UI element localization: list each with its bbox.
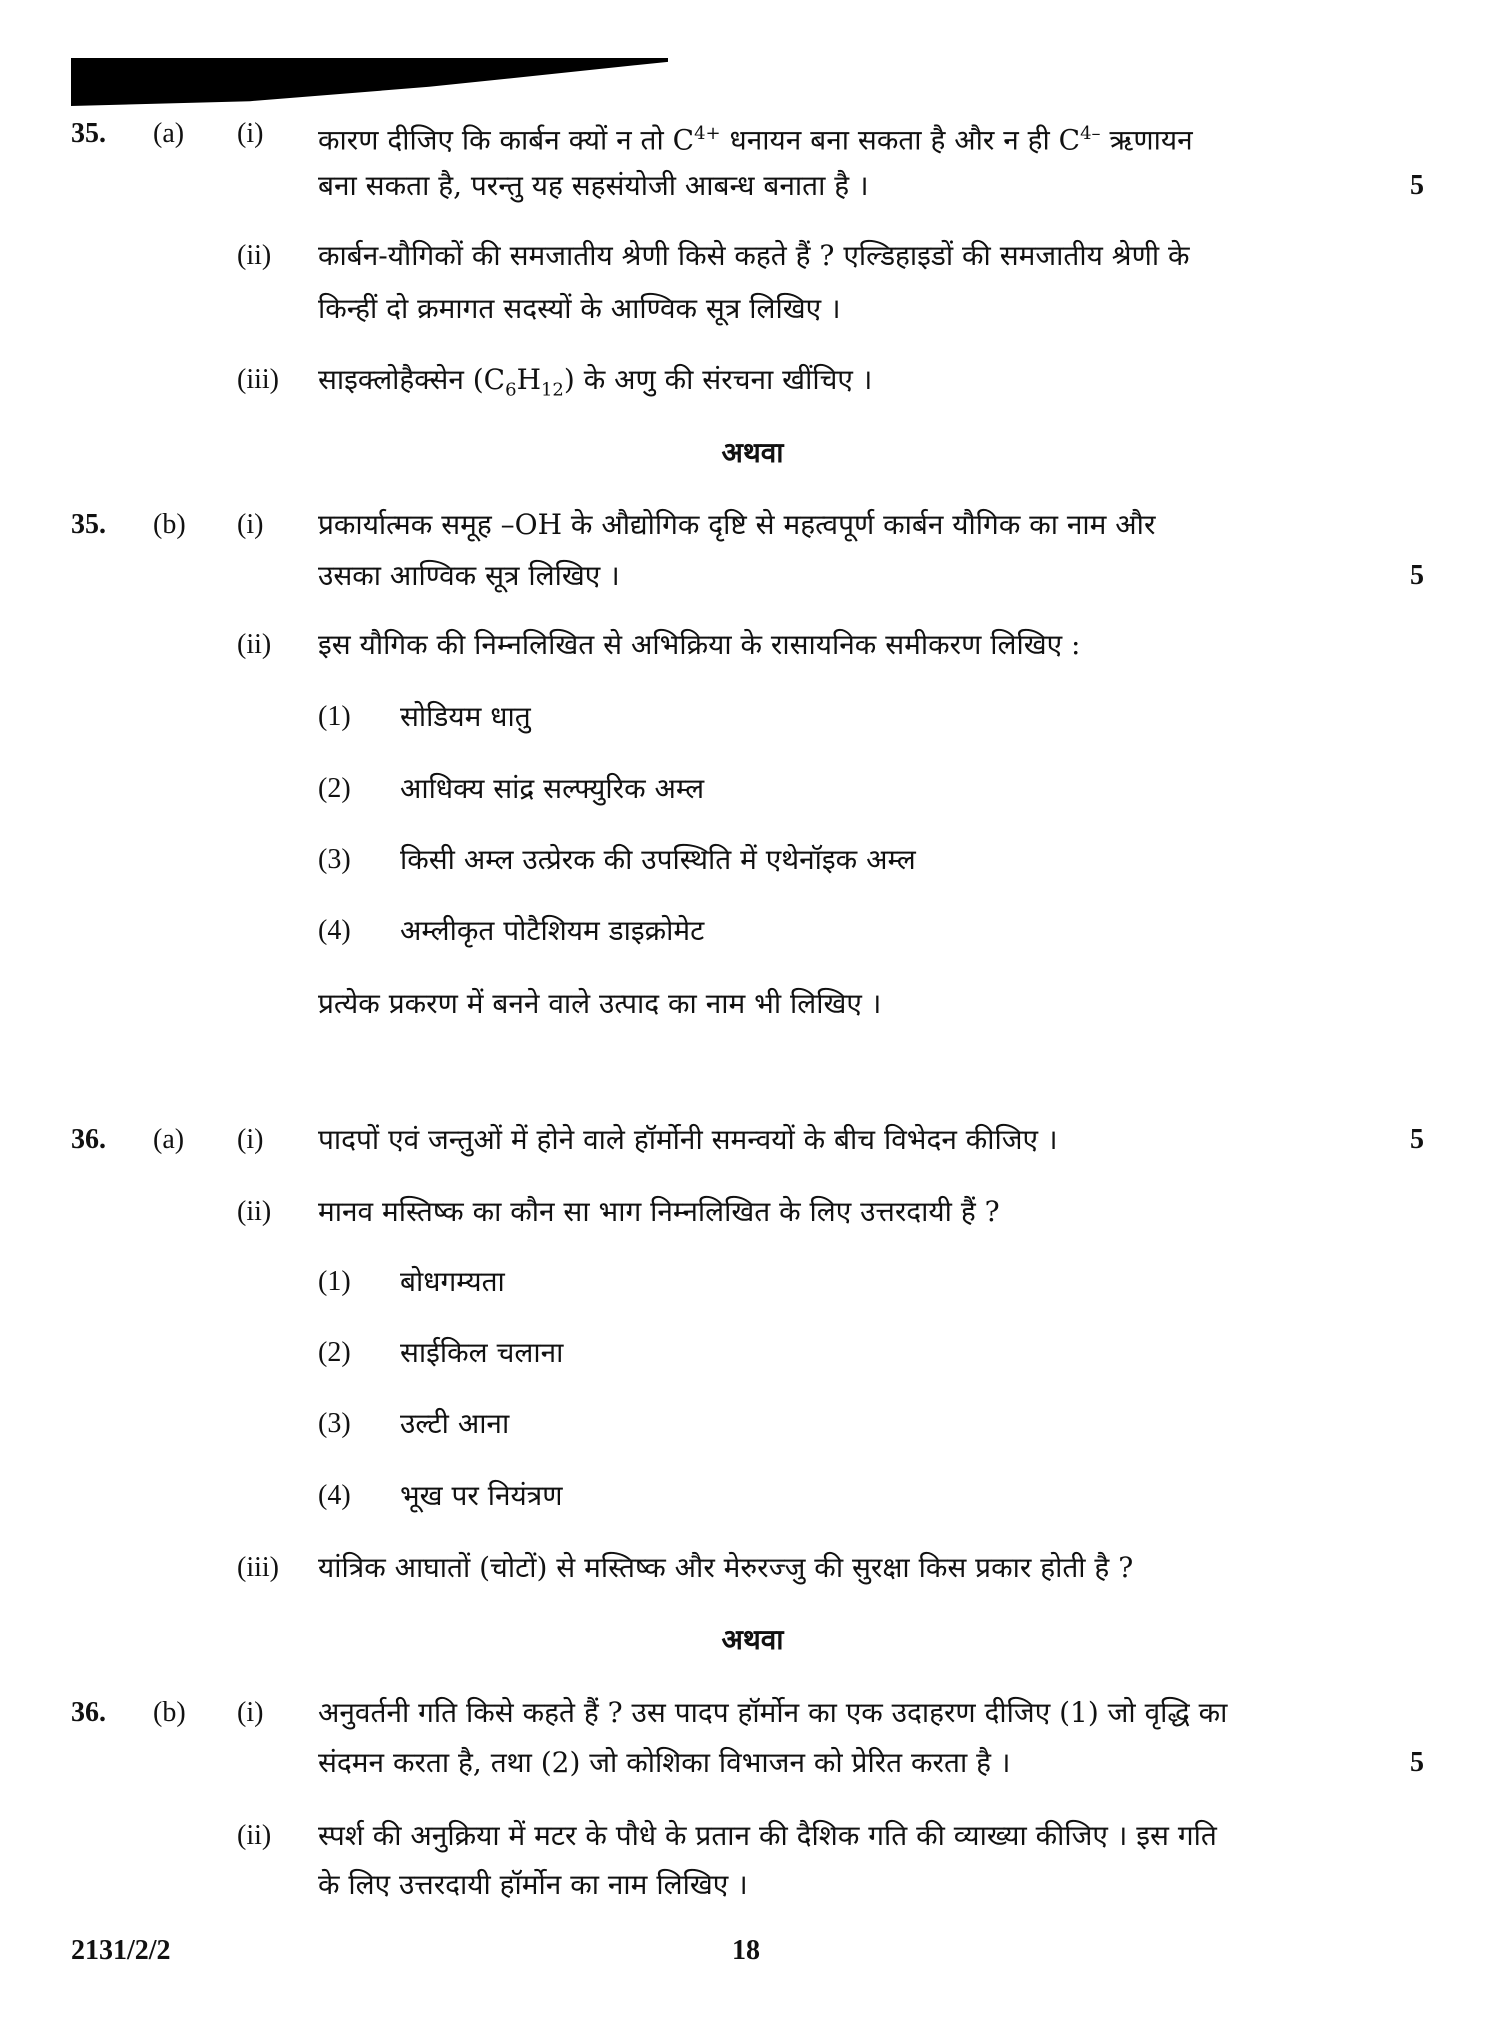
part-label: (b) [153, 509, 186, 540]
question-text: प्रकार्यात्मक समूह –OH के औद्योगिक दृष्टि से महत्वपूर्ण कार्बन यौगिक का नाम और [318, 508, 1156, 541]
subpart-label: (i) [237, 1124, 264, 1155]
question-number: 36. [71, 1697, 106, 1728]
text-segment: ऋणायन [1100, 123, 1193, 157]
question-text: इस यौगिक की निम्नलिखित से अभिक्रिया के रासायनिक समीकरण लिखिए : [318, 628, 1081, 661]
item-number: (3) [318, 1408, 351, 1439]
part-label: (a) [153, 118, 185, 149]
superscript: 4– [1080, 123, 1101, 144]
question-number: 36. [71, 1124, 106, 1155]
subscript: 12 [540, 379, 564, 401]
item-text: सोडियम धातु [400, 700, 531, 733]
question-text: पादपों एवं जन्तुओं में होने वाले हॉर्मोनी समन्वयों के बीच विभेदन कीजिए । [318, 1123, 1058, 1156]
marks: 5 [1410, 170, 1424, 201]
question-text: उसका आण्विक सूत्र लिखिए । [318, 559, 620, 592]
marks: 5 [1410, 1124, 1424, 1155]
subpart-label: (i) [237, 118, 264, 149]
text-segment: कारण दीजिए कि कार्बन क्यों न तो C [318, 123, 695, 157]
item-text: बोधगम्यता [400, 1265, 505, 1298]
part-label: (b) [153, 1697, 186, 1728]
item-number: (3) [318, 844, 351, 875]
subpart-label: (ii) [237, 1820, 272, 1851]
item-number: (4) [318, 1480, 351, 1511]
subpart-label: (i) [237, 509, 264, 540]
question-text: मानव मस्तिष्क का कौन सा भाग निम्नलिखित के लिए उत्तरदायी हैं ? [318, 1195, 1000, 1228]
marks: 5 [1410, 1747, 1424, 1778]
text-segment: H [516, 363, 541, 396]
question-text [318, 116, 1193, 158]
subpart-label: (iii) [237, 364, 279, 395]
superscript: 4+ [694, 123, 721, 144]
item-number: (1) [318, 1266, 351, 1297]
question-text: यांत्रिक आघातों (चोटों) से मस्तिष्क और मेरुरज्जु की सुरक्षा किस प्रकार होती है ? [318, 1551, 1134, 1584]
text-segment: साइक्लोहैक्सेन (C [318, 363, 506, 396]
question-number: 35. [71, 118, 106, 149]
question-text: बना सकता है, परन्तु यह सहसंयोजी आबन्ध बनाता है । [318, 169, 869, 202]
item-number: (2) [318, 773, 351, 804]
marks: 5 [1410, 560, 1424, 591]
item-text: उल्टी आना [400, 1407, 510, 1440]
question-text: प्रत्येक प्रकरण में बनने वाले उत्पाद का नाम भी लिखिए । [318, 987, 882, 1020]
item-text: किसी अम्ल उत्प्रेरक की उपस्थिति में एथेनॉइक अम्ल [400, 843, 916, 876]
question-text: कार्बन-यौगिकों की समजातीय श्रेणी किसे कहते हैं ? एल्डिहाइडों की समजातीय श्रेणी के [318, 239, 1190, 272]
item-text: साईकिल चलाना [400, 1336, 564, 1369]
item-number: (2) [318, 1337, 351, 1368]
subpart-label: (ii) [237, 629, 272, 660]
item-number: (4) [318, 915, 351, 946]
item-text: भूख पर नियंत्रण [400, 1479, 563, 1512]
question-text: किन्हीं दो क्रमागत सदस्यों के आण्विक सूत्र लिखिए । [318, 292, 841, 325]
item-text: अम्लीकृत पोटैशियम डाइक्रोमेट [400, 914, 705, 947]
or-divider: अथवा [721, 1623, 784, 1656]
redaction-bar [71, 58, 668, 106]
part-label: (a) [153, 1124, 185, 1155]
subpart-label: (ii) [237, 240, 272, 271]
question-text: संदमन करता है, तथा (2) जो कोशिका विभाजन को प्रेरित करता है । [318, 1746, 1011, 1779]
subpart-label: (ii) [237, 1196, 272, 1227]
page-number: 18 [732, 1935, 760, 1966]
subscript: 6 [505, 379, 517, 401]
question-number: 35. [71, 509, 106, 540]
text-segment: ) के अणु की संरचना खींचिए । [563, 363, 873, 396]
question-text [318, 362, 872, 409]
subpart-label: (i) [237, 1697, 264, 1728]
item-text: आधिक्य सांद्र सल्फ्युरिक अम्ल [400, 772, 705, 805]
question-text: अनुवर्तनी गति किसे कहते हैं ? उस पादप हॉर्मोन का एक उदाहरण दीजिए (1) जो वृद्धि का [318, 1696, 1228, 1729]
text-segment: धनायन बना सकता है और न ही C [720, 123, 1081, 157]
question-text: स्पर्श की अनुक्रिया में मटर के पौधे के प्रतान की दैशिक गति की व्याख्या कीजिए । इस गति [318, 1819, 1217, 1852]
or-divider: अथवा [721, 436, 784, 469]
subpart-label: (iii) [237, 1552, 279, 1583]
paper-code: 2131/2/2 [71, 1935, 171, 1966]
question-text: के लिए उत्तरदायी हॉर्मोन का नाम लिखिए । [318, 1868, 748, 1901]
item-number: (1) [318, 701, 351, 732]
